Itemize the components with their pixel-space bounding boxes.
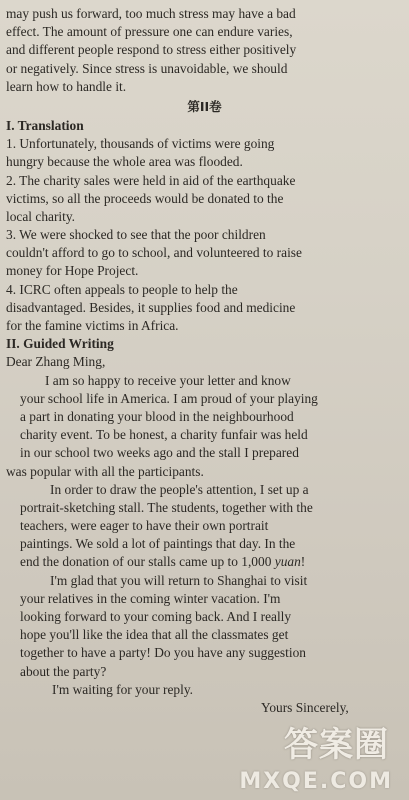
letter-paragraph2-last-line [6,553,403,571]
letter-paragraph2-line: teachers, were eager to have their own portrait [20,518,269,534]
section-title: 第II卷 [187,98,222,114]
watermark-logo-en: MXQE.COM [239,769,393,794]
translation-line: hungry because the whole area was flooded. [6,154,243,170]
translation-line: money for Hope Project. [6,263,139,279]
letter-paragraph3-line: your relatives in the coming winter vacation. I'm [20,590,281,606]
translation-line: for the famine victims in Africa. [6,318,179,333]
letter-closing-line: I'm waiting for your reply. [52,681,193,697]
yuan-italic: yuan [274,554,301,570]
letter-paragraph1-line: in our school two weeks ago and the stall I prepared [20,445,299,461]
letter-paragraph1-line: I am so happy to receive your letter and know [45,372,291,388]
letter-paragraph1-line: a part in donating your blood in the neighbourhood [20,408,294,424]
translation-line: 3. We were shocked to see that the poor children [6,227,266,243]
paragraph2-last-prefix: end the donation of our stalls came up to 1,000 [20,554,275,570]
letter-paragraph3-line: about the party? [20,663,107,679]
translation-line: 1. Unfortunately, thousands of victims were going [6,136,275,152]
letter-paragraph3-line: looking forward to your coming back. And I really [20,609,292,624]
letter-paragraph3-line: together to have a party! Do you have any suggestion [20,645,306,661]
watermark-logo-cn: 答案圈 [284,725,389,765]
translation-line: 4. ICRC often appeals to people to help the [6,281,238,297]
letter-paragraph3-line: I'm glad that you will return to Shanghai to visit [50,572,308,588]
intro-line: learn how to handle it. [6,78,127,94]
translation-line: 2. The charity sales were held in aid of the earthquake [6,172,296,188]
letter-paragraph1-line: your school life in America. I am proud of your playing [20,390,318,406]
translation-heading: I. Translation [6,117,84,133]
letter-signature: Yours Sincerely, [261,699,349,715]
letter-paragraph2-line: In order to draw the people's attention, I set up a [50,481,309,497]
paragraph2-last-suffix: ! [300,554,306,570]
translation-line: victims, so all the proceeds would be donated to the [6,190,284,206]
letter-paragraph1-line: was popular with all the participants. [6,463,204,479]
guided-writing-heading: II. Guided Writing [6,336,114,352]
letter-paragraph2-line: portrait-sketching stall. The students, together with the [20,499,313,515]
translation-line: local charity. [6,208,76,224]
letter-salutation: Dear Zhang Ming, [6,354,106,370]
intro-line: may push us forward, too much stress may have a bad [6,6,296,21]
letter-paragraph1-line: charity event. To be honest, a charity funfair was held [20,427,308,443]
translation-line: couldn't afford to go to school, and volunteered to raise [6,245,302,261]
letter-paragraph2-line: paintings. We sold a lot of paintings that day. In the [20,536,296,552]
intro-line: and different people respond to stress either positively [6,42,297,58]
letter-paragraph3-line: hope you'll like the idea that all the classmates get [20,627,289,643]
document-text [6,5,403,717]
intro-line: effect. The amount of pressure one can endure varies, [6,24,293,40]
translation-line: disadvantaged. Besides, it supplies food and medicine [6,299,296,315]
intro-line: or negatively. Since stress is unavoidable, we should [6,60,288,76]
